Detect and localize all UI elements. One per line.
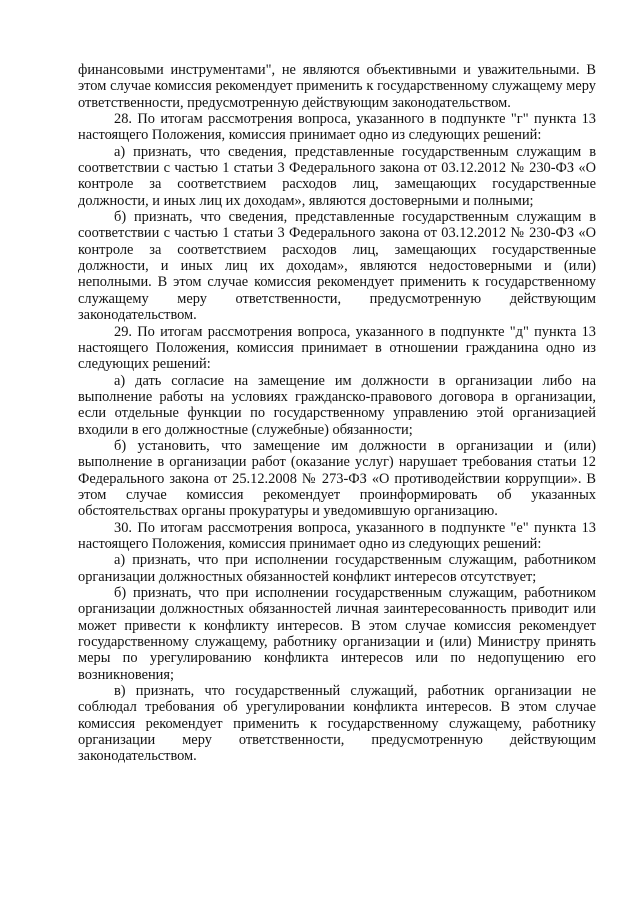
paragraph-30-v: в) признать, что государственный служащий, работник организации не соблюдал требования об урегулировании конфликта интересов. В этом случае комиссия рекомендует применить к государственному служащему, работнику организации меру ответственности, предусмотренную действующим законодательством. <box>78 683 596 765</box>
document-body <box>78 62 596 765</box>
paragraph-28-a: а) признать, что сведения, представленные государственным служащим в соответствии с частью 1 статьи 3 Федерального закона от 03.12.2012 № 230-ФЗ «О контроле за соответствием расходов лиц, замещающих государственные должности, и иных лиц их доходам», являются достоверными и полными; <box>78 143 596 209</box>
paragraph-30-b: б) признать, что при исполнении государственным служащим, работником организации должностных обязанностей личная заинтересованность приводит или может привести к конфликту интересов. В этом случае комиссия рекомендует государственному служащему, работнику организации и (или) Министру принять меры по урегулированию конфликта интересов или по недопущению его возникновения; <box>78 585 596 683</box>
paragraph-28: 28. По итогам рассмотрения вопроса, указанного в подпункте "г" пункта 13 настоящего Положения, комиссия принимает одно из следующих решений: <box>78 111 596 144</box>
paragraph-30-a: а) признать, что при исполнении государственным служащим, работником организации должностных обязанностей конфликт интересов отсутствует; <box>78 552 596 585</box>
paragraph-29-b: б) установить, что замещение им должности в организации и (или) выполнение в организации работ (оказание услуг) нарушает требования статьи 12 Федерального закона от 25.12.2008 № 273-ФЗ «О противодействии коррупции». В этом случае комиссия рекомендует проинформировать об указанных обстоятельствах органы прокуратуры и уведомившую организацию. <box>78 437 596 520</box>
paragraph-28-b: б) признать, что сведения, представленные государственным служащим в соответствии с частью 1 статьи 3 Федерального закона от 03.12.2012 № 230-ФЗ «О контроле за соответствием расходов лиц, замещающих государственные должности, и иных лиц их доходам», являются недостоверными и (или) неполными. В этом случае комиссия рекомендует применить к государственному служащему меру ответственности, предусмотренную действующим законодательством. <box>78 209 596 324</box>
paragraph-continuation: финансовыми инструментами", не являются объективными и уважительными. В этом случае комиссия рекомендует применить к государственному служащему меру ответственности, предусмотренную действующим законодательством. <box>78 62 596 111</box>
paragraph-30: 30. По итогам рассмотрения вопроса, указанного в подпункте "е" пункта 13 настоящего Положения, комиссия принимает одно из следующих решений: <box>78 519 596 552</box>
paragraph-29-a: а) дать согласие на замещение им должности в организации либо на выполнение работы на условиях гражданско-правового договора в организации, если отдельные функции по государственному управлению этой организацией входили в его должностные (служебные) обязанности; <box>78 372 596 438</box>
paragraph-29: 29. По итогам рассмотрения вопроса, указанного в подпункте "д" пункта 13 настоящего Положения, комиссия принимает в отношении гражданина одно из следующих решений: <box>78 323 596 373</box>
